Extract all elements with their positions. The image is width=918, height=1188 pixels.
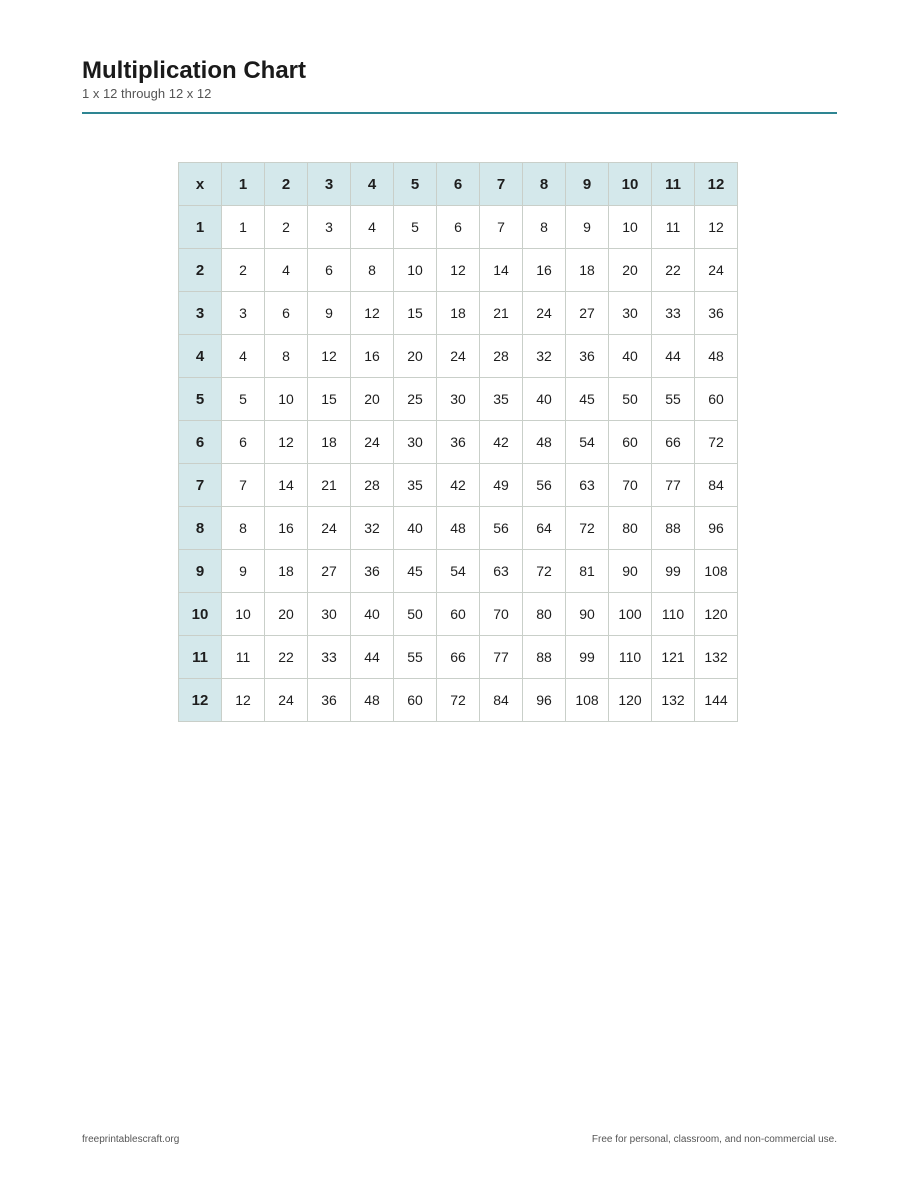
product-cell: 45: [566, 378, 609, 421]
product-cell: 49: [480, 464, 523, 507]
product-cell: 132: [695, 636, 738, 679]
page-header: [82, 56, 837, 101]
row-header-cell: 1: [179, 206, 222, 249]
row-header-cell: 8: [179, 507, 222, 550]
product-cell: 14: [480, 249, 523, 292]
column-header-cell: 2: [265, 163, 308, 206]
product-cell: 12: [308, 335, 351, 378]
product-cell: 14: [265, 464, 308, 507]
product-cell: 110: [652, 593, 695, 636]
product-cell: 99: [566, 636, 609, 679]
product-cell: 80: [609, 507, 652, 550]
product-cell: 10: [222, 593, 265, 636]
product-cell: 3: [222, 292, 265, 335]
product-cell: 25: [394, 378, 437, 421]
product-cell: 110: [609, 636, 652, 679]
product-cell: 32: [351, 507, 394, 550]
product-cell: 48: [351, 679, 394, 722]
table-corner-cell: x: [179, 163, 222, 206]
multiplication-table: [178, 162, 738, 722]
column-header-cell: 10: [609, 163, 652, 206]
product-cell: 132: [652, 679, 695, 722]
product-cell: 20: [394, 335, 437, 378]
product-cell: 5: [222, 378, 265, 421]
table-row: [179, 550, 738, 593]
product-cell: 12: [695, 206, 738, 249]
product-cell: 9: [222, 550, 265, 593]
product-cell: 72: [437, 679, 480, 722]
column-header-cell: 8: [523, 163, 566, 206]
footer-site: freeprintablescraft.org: [82, 1134, 180, 1145]
row-header-cell: 12: [179, 679, 222, 722]
product-cell: 50: [394, 593, 437, 636]
row-header-cell: 11: [179, 636, 222, 679]
product-cell: 84: [480, 679, 523, 722]
product-cell: 24: [437, 335, 480, 378]
product-cell: 63: [480, 550, 523, 593]
product-cell: 8: [222, 507, 265, 550]
page-title: Multiplication Chart: [82, 57, 306, 84]
product-cell: 8: [523, 206, 566, 249]
product-cell: 24: [308, 507, 351, 550]
product-cell: 72: [566, 507, 609, 550]
product-cell: 96: [695, 507, 738, 550]
product-cell: 6: [308, 249, 351, 292]
product-cell: 33: [652, 292, 695, 335]
product-cell: 11: [222, 636, 265, 679]
product-cell: 24: [695, 249, 738, 292]
product-cell: 1: [222, 206, 265, 249]
product-cell: 99: [652, 550, 695, 593]
product-cell: 6: [437, 206, 480, 249]
product-cell: 55: [394, 636, 437, 679]
column-header-cell: 9: [566, 163, 609, 206]
product-cell: 120: [695, 593, 738, 636]
product-cell: 36: [695, 292, 738, 335]
row-header-cell: 4: [179, 335, 222, 378]
table-header-row: [179, 163, 738, 206]
product-cell: 2: [265, 206, 308, 249]
product-cell: 54: [437, 550, 480, 593]
product-cell: 55: [652, 378, 695, 421]
product-cell: 16: [523, 249, 566, 292]
product-cell: 90: [566, 593, 609, 636]
product-cell: 56: [523, 464, 566, 507]
product-cell: 18: [308, 421, 351, 464]
page-subtitle: 1 x 12 through 12 x 12: [82, 86, 212, 101]
product-cell: 96: [523, 679, 566, 722]
product-cell: 60: [394, 679, 437, 722]
product-cell: 4: [351, 206, 394, 249]
product-cell: 63: [566, 464, 609, 507]
product-cell: 72: [523, 550, 566, 593]
product-cell: 12: [265, 421, 308, 464]
product-cell: 77: [652, 464, 695, 507]
product-cell: 81: [566, 550, 609, 593]
product-cell: 5: [394, 206, 437, 249]
product-cell: 18: [566, 249, 609, 292]
product-cell: 10: [609, 206, 652, 249]
product-cell: 27: [308, 550, 351, 593]
product-cell: 77: [480, 636, 523, 679]
product-cell: 11: [652, 206, 695, 249]
table-row: [179, 292, 738, 335]
table-row: [179, 636, 738, 679]
product-cell: 50: [609, 378, 652, 421]
footer-license: Free for personal, classroom, and non-commercial use.: [591, 1134, 837, 1145]
product-cell: 6: [265, 292, 308, 335]
product-cell: 16: [351, 335, 394, 378]
row-header-cell: 2: [179, 249, 222, 292]
product-cell: 70: [480, 593, 523, 636]
product-cell: 64: [523, 507, 566, 550]
product-cell: 56: [480, 507, 523, 550]
product-cell: 35: [480, 378, 523, 421]
table-row: [179, 464, 738, 507]
product-cell: 42: [437, 464, 480, 507]
product-cell: 36: [437, 421, 480, 464]
product-cell: 48: [437, 507, 480, 550]
product-cell: 40: [609, 335, 652, 378]
row-header-cell: 3: [179, 292, 222, 335]
product-cell: 108: [566, 679, 609, 722]
product-cell: 60: [609, 421, 652, 464]
product-cell: 121: [652, 636, 695, 679]
column-header-cell: 7: [480, 163, 523, 206]
product-cell: 20: [351, 378, 394, 421]
product-cell: 44: [652, 335, 695, 378]
column-header-cell: 3: [308, 163, 351, 206]
product-cell: 12: [222, 679, 265, 722]
product-cell: 54: [566, 421, 609, 464]
table-row: [179, 335, 738, 378]
product-cell: 48: [523, 421, 566, 464]
row-header-cell: 10: [179, 593, 222, 636]
table-row: [179, 421, 738, 464]
product-cell: 20: [609, 249, 652, 292]
product-cell: 6: [222, 421, 265, 464]
column-header-cell: 4: [351, 163, 394, 206]
table-row: [179, 507, 738, 550]
column-header-cell: 12: [695, 163, 738, 206]
product-cell: 66: [652, 421, 695, 464]
product-cell: 24: [351, 421, 394, 464]
product-cell: 16: [265, 507, 308, 550]
product-cell: 7: [480, 206, 523, 249]
product-cell: 10: [394, 249, 437, 292]
column-header-cell: 6: [437, 163, 480, 206]
product-cell: 27: [566, 292, 609, 335]
product-cell: 28: [480, 335, 523, 378]
table-row: [179, 206, 738, 249]
product-cell: 120: [609, 679, 652, 722]
product-cell: 70: [609, 464, 652, 507]
product-cell: 30: [437, 378, 480, 421]
product-cell: 72: [695, 421, 738, 464]
product-cell: 22: [265, 636, 308, 679]
multiplication-table-body: [179, 163, 738, 722]
product-cell: 30: [609, 292, 652, 335]
product-cell: 60: [695, 378, 738, 421]
product-cell: 40: [523, 378, 566, 421]
column-header-cell: 11: [652, 163, 695, 206]
product-cell: 12: [437, 249, 480, 292]
row-header-cell: 6: [179, 421, 222, 464]
product-cell: 15: [308, 378, 351, 421]
product-cell: 12: [351, 292, 394, 335]
product-cell: 21: [480, 292, 523, 335]
table-row: [179, 249, 738, 292]
product-cell: 100: [609, 593, 652, 636]
product-cell: 15: [394, 292, 437, 335]
product-cell: 24: [523, 292, 566, 335]
product-cell: 30: [308, 593, 351, 636]
table-row: [179, 378, 738, 421]
product-cell: 10: [265, 378, 308, 421]
product-cell: 36: [351, 550, 394, 593]
header-divider: [82, 112, 837, 114]
product-cell: 33: [308, 636, 351, 679]
row-header-cell: 7: [179, 464, 222, 507]
product-cell: 22: [652, 249, 695, 292]
product-cell: 48: [695, 335, 738, 378]
product-cell: 21: [308, 464, 351, 507]
product-cell: 24: [265, 679, 308, 722]
product-cell: 18: [437, 292, 480, 335]
table-row: [179, 593, 738, 636]
product-cell: 30: [394, 421, 437, 464]
product-cell: 44: [351, 636, 394, 679]
product-cell: 2: [222, 249, 265, 292]
product-cell: 7: [222, 464, 265, 507]
product-cell: 20: [265, 593, 308, 636]
product-cell: 9: [308, 292, 351, 335]
product-cell: 32: [523, 335, 566, 378]
product-cell: 88: [523, 636, 566, 679]
product-cell: 40: [394, 507, 437, 550]
row-header-cell: 9: [179, 550, 222, 593]
product-cell: 108: [695, 550, 738, 593]
product-cell: 80: [523, 593, 566, 636]
product-cell: 36: [566, 335, 609, 378]
product-cell: 144: [695, 679, 738, 722]
product-cell: 66: [437, 636, 480, 679]
product-cell: 9: [566, 206, 609, 249]
product-cell: 40: [351, 593, 394, 636]
product-cell: 35: [394, 464, 437, 507]
product-cell: 28: [351, 464, 394, 507]
column-header-cell: 1: [222, 163, 265, 206]
product-cell: 45: [394, 550, 437, 593]
product-cell: 60: [437, 593, 480, 636]
product-cell: 36: [308, 679, 351, 722]
product-cell: 3: [308, 206, 351, 249]
product-cell: 4: [265, 249, 308, 292]
product-cell: 42: [480, 421, 523, 464]
product-cell: 8: [265, 335, 308, 378]
product-cell: 18: [265, 550, 308, 593]
column-header-cell: 5: [394, 163, 437, 206]
table-row: [179, 679, 738, 722]
product-cell: 8: [351, 249, 394, 292]
product-cell: 88: [652, 507, 695, 550]
product-cell: 90: [609, 550, 652, 593]
product-cell: 84: [695, 464, 738, 507]
product-cell: 4: [222, 335, 265, 378]
row-header-cell: 5: [179, 378, 222, 421]
